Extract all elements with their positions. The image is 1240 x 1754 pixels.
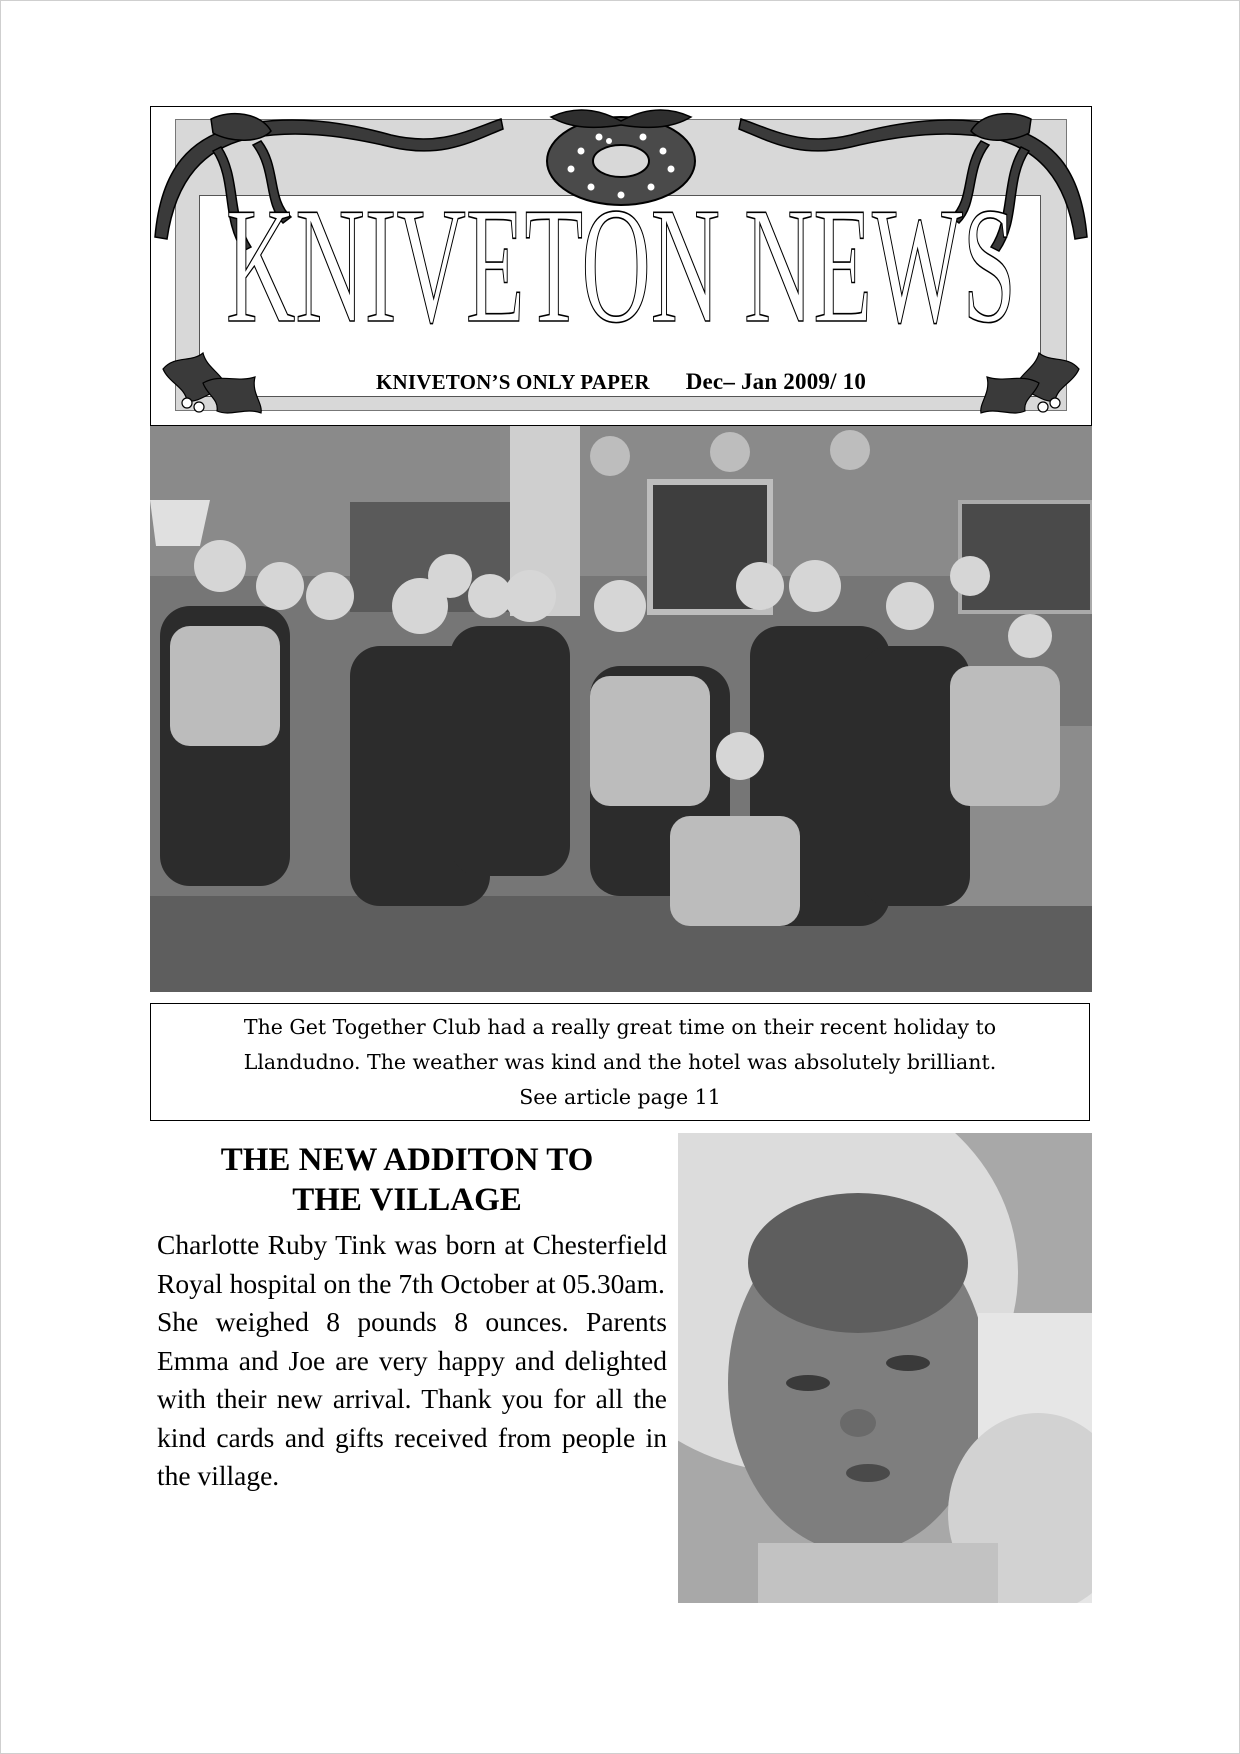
caption-page-reference: See article page 11 <box>519 1085 721 1109</box>
masthead <box>150 106 1092 426</box>
baby-photo <box>678 1133 1092 1603</box>
masthead-title <box>221 201 1021 341</box>
article-paragraph: Charlotte Ruby Tink was born at Chesterfield Royal hospital on the 7th October at 05.30am. <box>157 1229 667 1299</box>
article-heading <box>154 1140 660 1220</box>
masthead-tagline: KNIVETON’S ONLY PAPER <box>375 370 650 394</box>
photo-caption-box <box>150 1003 1090 1121</box>
caption-line: Llandudno. The weather was kind and the hotel was absolutely brilliant. <box>243 1050 997 1074</box>
article-body <box>157 1226 667 1496</box>
group-photo <box>150 426 1092 992</box>
baby-photo-image <box>678 1133 1092 1603</box>
masthead-subline <box>151 369 1091 395</box>
svg-text:KNIVETON NEWS: KNIVETON NEWS <box>226 201 1016 341</box>
masthead-title-wrap <box>151 201 1091 341</box>
group-photo-image <box>150 426 1092 992</box>
issue-date: Dec– Jan 2009/ 10 <box>685 369 867 394</box>
wreath-icon <box>547 110 695 205</box>
article-heading-line: THE NEW ADDITON TO <box>220 1142 594 1178</box>
caption-line: The Get Together Club had a really great time on their recent holiday to <box>243 1015 997 1039</box>
article-paragraph: She weighed 8 pounds 8 ounces. Parents Emma and Joe are very happy and delighted with their new arrival. Thank you for all the kind cards and gifts received from people in the village. <box>157 1306 667 1491</box>
article-heading-line: THE VILLAGE <box>292 1182 522 1218</box>
